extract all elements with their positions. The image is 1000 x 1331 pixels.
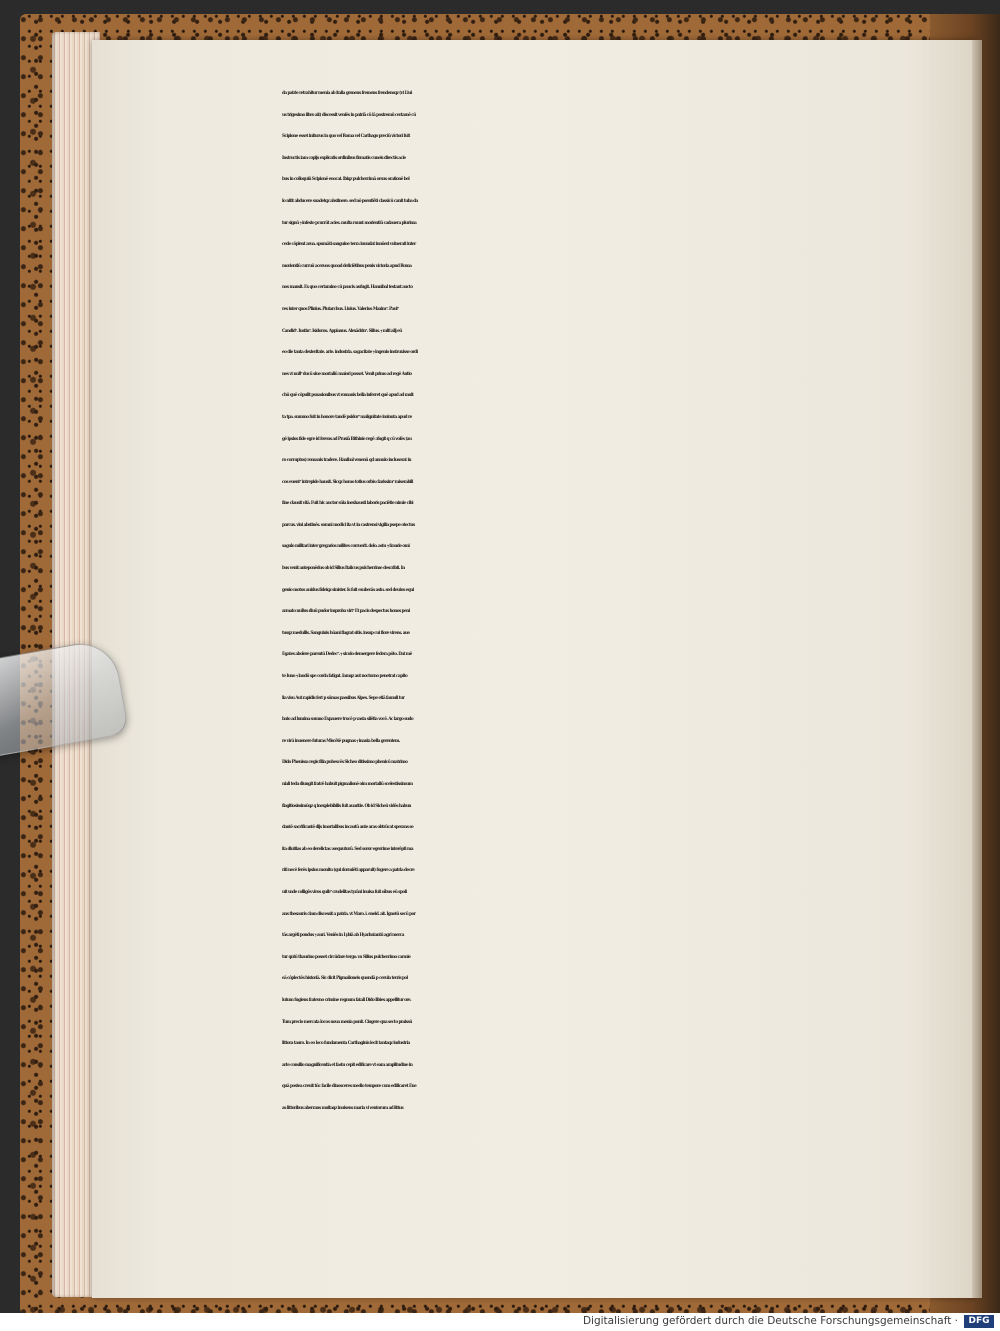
page-right-rim (972, 40, 982, 1298)
text-line: niali teda diungit fratrē habuit pigmalionē oim mortaliū scelestissimum (282, 781, 413, 786)
text-line: ro corruptus) romanis tradere. Hanibal venenū qd annulo incluserat in (282, 457, 411, 463)
text-line: tusqz medullis. Sanguinis hūani flagrat sitis. insup cui flore virens. aue (282, 629, 410, 635)
text-line: quā postea creuit tūc facile dinosceres medio tempore cum edificaret Ene (282, 1083, 417, 1089)
text-line: chū quē cōpulit psuasionibus vt romanis bella inferret quē apud ad mult (282, 392, 414, 398)
text-line: sagulo militari inter gregarios milites corruerit. dolo. astu ⁊ fraude omi (282, 543, 410, 549)
text-line: Dido Phenissa regis filia pubescēs Sicheo ditissimo phenicū matrimo (282, 759, 408, 765)
text-line: Tum precio mercata locos noua menia ponit. Cingere qua secto pmissū (282, 1018, 412, 1024)
text-line: dantē sacrificantē dijs imortalibus incautū ante aras obtrūcat sperans se (282, 824, 414, 830)
text-line: bus in colloquiū Scipionē euocat. Ibiqz pulcherrimā orsus orationē bel (282, 176, 410, 182)
text-line: res inter quos Plinius. Plutarchus. Liuius. Valerius Maxim⁹. Paul⁹ (282, 305, 399, 311)
text-line: bus venit anteponēdus ob id Silius Italicus pulcherrime describit. In (282, 565, 405, 571)
text-line: parcus. vini abstinēs. somni modici ita vt in castrensi vigilia psepe otectus (282, 521, 415, 527)
text-line: Candid⁹. Iustin⁹. Isidorus. Appianus. Alexādrin⁹. Silius. ⁊ mlti alij eū (282, 327, 402, 333)
text-line: ita diuitias ab eo derelictas ɔsequuturū. Sed soror egerrime interēpti ma (282, 845, 414, 851)
text-line: eā cōplectēs historiā. Sic dicit Pigmalioneis quondā p cerula terris pol (282, 975, 408, 981)
text-line: as littoribus aberrans multaqz inuisens maria vi ventorum ad littus (282, 1104, 404, 1110)
footer-bar (0, 1313, 1000, 1331)
text-line: morientiū curruū aceruos quoad deficiētibus penis victoria apud Roma (282, 262, 412, 268)
funding-credit: Digitalisierung gefördert durch die Deutsche Forschungsgemeinschaft · (582, 1315, 958, 1327)
text-line: nes vt null⁹ ducū siue mortaliū maiori posset. Venit primo ad regē Antio (282, 370, 412, 376)
text-line: cos euent⁹ intrepide hausit. Sicqz homo totius orbis clarissim⁹ miserabili (282, 478, 413, 484)
text-line: littora tauro. In eo loco fundamenta Carthaginis iecit tantaqz industria (282, 1040, 410, 1046)
text-line: nos mansit. Ex quo certamine cū paucis aufugit. Hannibal testant aucto (282, 284, 413, 290)
text-line: armato nullus diuū pudor improba virt⁹ Et pacis despectus honos peni (282, 608, 410, 614)
text-line: ans thesauris clam discessit a patria. vt Maro. i. eneid. ait. Ignotū secū por (282, 910, 416, 916)
text-line: ta tpa. summo fuit in honore tandē psidor⁹ malignitate iminuta apud re (282, 413, 412, 419)
text-line: eo die tanta dexteritate. arte. industria. sagacitate ⁊ ingenio instruxisse ordi (282, 349, 418, 355)
text-line: cede cōplent arua. spumāti sanguine terra inundat innūeri vulnerati inter (282, 241, 416, 247)
text-line: lo nitit abducere suadetqz abstinere. sed nō psentiēti classicū canit tuba da (282, 197, 418, 203)
text-line: tās argēti pondus ⁊ auri. Veniēs in Lybiā ab Hyarbatantū agri merca (282, 932, 404, 938)
dfg-logo: DFG (964, 1315, 994, 1328)
text-line: bato ad lumina somno Expauere trucē p vasta silētia vocē. Ac largo sudo (282, 716, 414, 722)
text-line: us trigesimo libro ait) discessit veniēs in patriā cū iā postremū certamē cū (282, 111, 416, 117)
printed-text-block (282, 82, 902, 1122)
text-line: lia visu Aut rapidis fert p sūmas passibus Alpes. Sepe etiā famuli tur (282, 694, 405, 700)
text-line: fine clausit vitā. Fuit hic auctor sūia inexhausti laboris paciētie nimie cibi (282, 500, 414, 506)
text-line: da patrie retrahitur menia ab italia gemens fremens frendensqz (vt Liui (282, 90, 412, 95)
text-line: Instructis iam copijs explicatis ordinibus firmatis cuneis directis acie (282, 154, 406, 160)
text-line: te Iuno ⁊ laudū spe corda fatigat. Iamqz aut nocturno penetrat capito (282, 673, 408, 679)
text-line: riti necē ferēs ipsius monitu (qui dormiēti apparuit) fugere a patria decre (282, 867, 415, 873)
text-line: re virū inuenere futuras Miscētē pugnas ⁊ inania bella gerentem. (282, 737, 400, 743)
text-line: lutum fugiens fraterno crimine regnum fatali Dido libies appellitur ore. (282, 996, 412, 1002)
text-line: flagitiosissimūqz q inexplebibilis fuit auaritie. Ob id Sicheū vidēs habun (282, 802, 411, 808)
text-line: genio motus auidus fideiqz sinister. Is fuit exuberās astu. sed deuius equi (282, 586, 414, 592)
text-line: Scipione esset initurus in quo vel Roma vel Carthago preciū victori fuit (282, 133, 410, 139)
text-line: tur qntū thaurino posset circūdare tergo. vn Silius pulcherrimo carmie (282, 953, 411, 959)
text-line: uit vnde colligēs viros quib⁹ crudelitas tyrāni inuisa fuit oībus eū spoli (282, 888, 407, 894)
text-line: arte consilio magnificentia et fastu cepit edificare vt eam amplitudine in (282, 1061, 413, 1067)
text-line: gē ipsius fide egre id ferens ad Prusiā Bithinie regē ɔfugit q cū volēs (au (282, 435, 412, 441)
text-line: tur signū ⁊ infeste pcurrūt acies. multa ruunt morientiū cadauera plurima (282, 219, 417, 225)
text-line: Egates abolere parentū Dedec⁹. ⁊ siculo demergere federa pōto. Dat mē (282, 651, 412, 657)
